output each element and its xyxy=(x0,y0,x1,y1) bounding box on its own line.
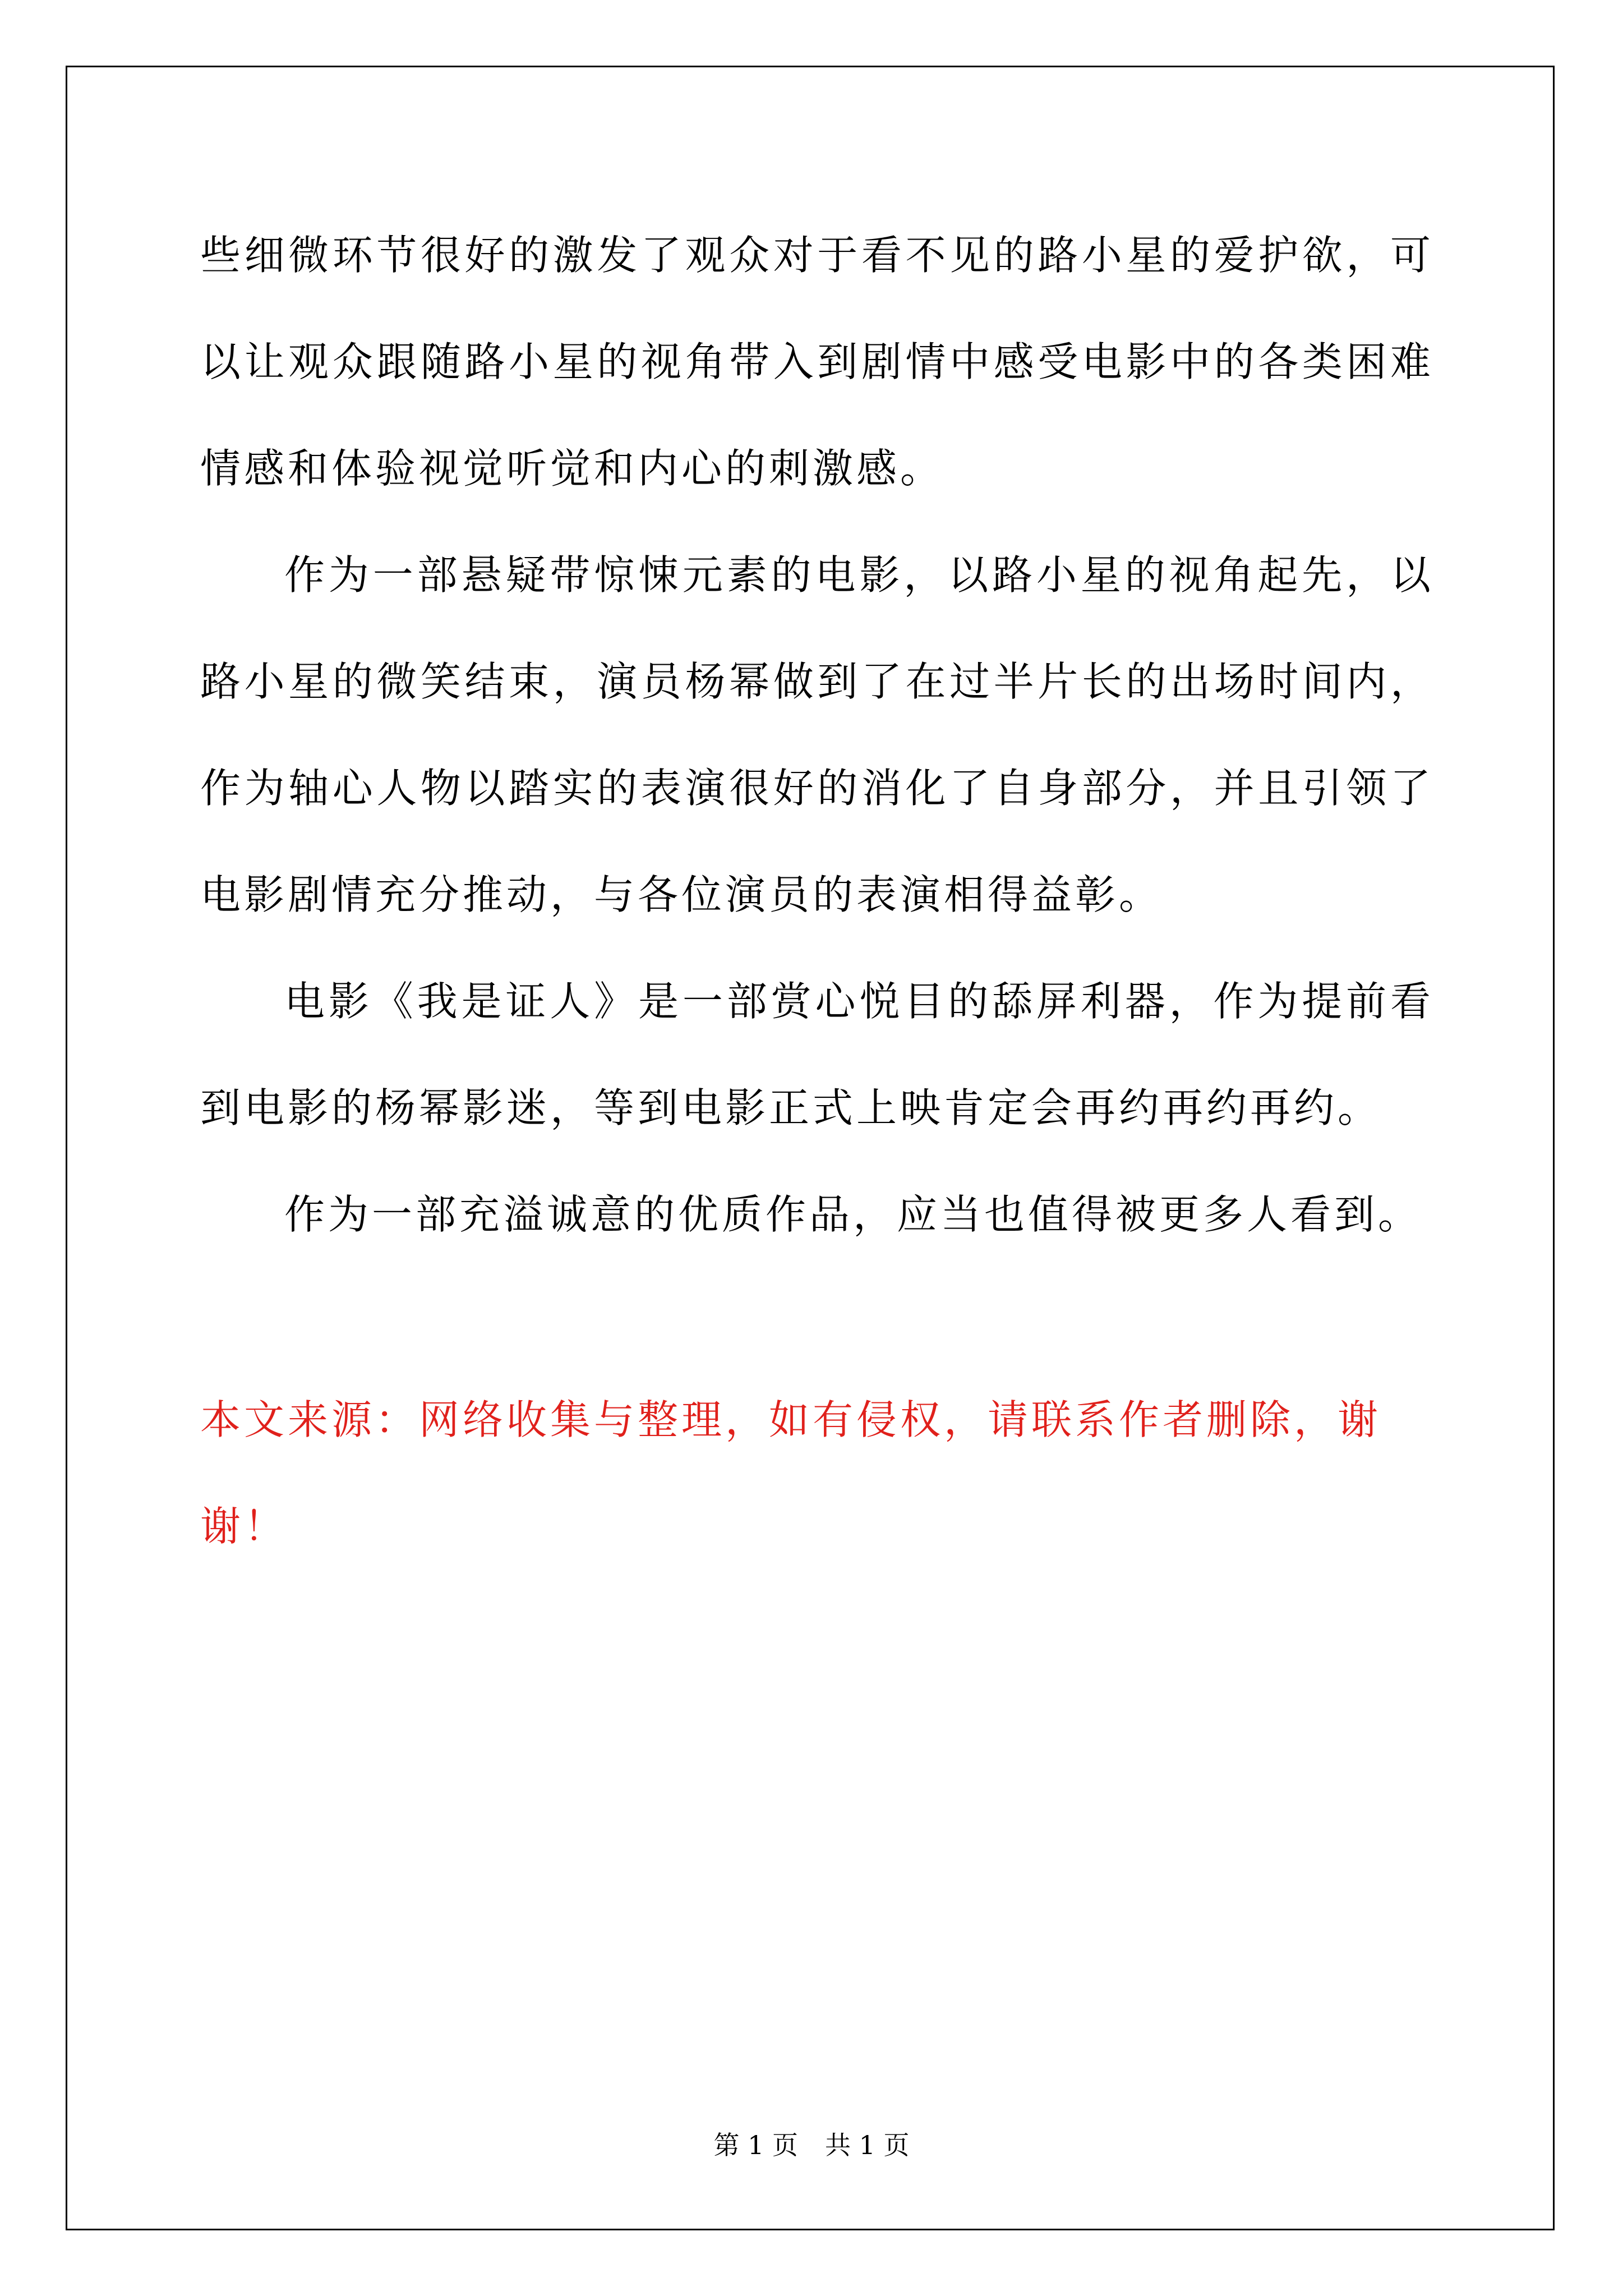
page-number-total: 共 1 页 xyxy=(825,2130,910,2160)
source-disclaimer: 本文来源：网络收集与整理，如有侵权，请联系作者删除，谢谢！ xyxy=(200,1396,1382,1550)
paragraph-4: 作为一部充溢诚意的优质作品，应当也值得被更多人看到。 xyxy=(284,1191,1422,1238)
page-footer xyxy=(0,2128,1623,2162)
paragraph-1: 些细微环节很好的激发了观众对于看不见的路小星的爱护欲，可以让观众跟随路小星的视角带入到剧情中感受电影中的各类困难情感和体验视觉听觉和内心的刺激感。 xyxy=(200,232,1434,492)
document-body xyxy=(200,202,1434,1268)
paragraph-3: 电影《我是证人》是一部赏心悦目的舔屏利器，作为提前看到电影的杨幂影迷，等到电影正式上映肯定会再约再约再约。 xyxy=(200,978,1434,1131)
page-number-current: 第 1 页 xyxy=(713,2130,798,2160)
paragraph-2: 作为一部悬疑带惊悚元素的电影，以路小星的视角起先，以路小星的微笑结束，演员杨幂做到了在过半片长的出场时间内，作为轴心人物以踏实的表演很好的消化了自身部分，并且引领了电影剧情充分推动，与各位演员的表演相得益彰。 xyxy=(200,551,1434,918)
